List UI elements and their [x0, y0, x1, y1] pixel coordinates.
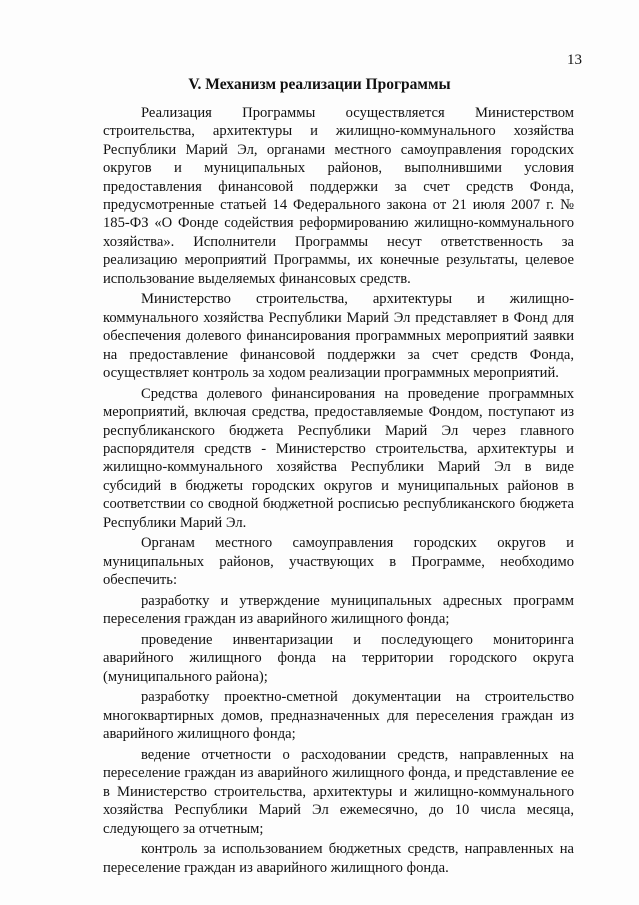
paragraph-cofinancing: Средства долевого финансирования на проведение программных мероприятий, включая средства, предоставляемые Фондом, поступают из республиканского бюджета Республики Марий Эл через главного распорядителя средств - Министерство строительства, архитектуры и жилищно-коммунального хозяйства Республики Марий Эл в виде субсидий в бюджеты городских округов и муниципальных районов в соответствии со сводной бюджетной росписью республиканского бюджета Республики Марий Эл. — [103, 385, 574, 531]
paragraph-local-authorities: Органам местного самоуправления городских округов и муниципальных районов, участвующих в Программе, необходимо обеспечить: — [103, 535, 574, 589]
section-heading: V. Механизм реализации Программы — [188, 76, 451, 93]
paragraph-ministry-applications: Министерство строительства, архитектуры и жилищно-коммунального хозяйства Республики Марий Эл представляет в Фонд для обеспечения долевого финансирования программных мероприятий заявки на предоставление финансовой поддержки за счет средств Фонда, осуществляет контроль за ходом реализации программных мероприятий. — [103, 291, 574, 381]
list-item-inventory: проведение инвентаризации и последующего мониторинга аварийного жилищного фонда на территории городского округа (муниципального района); — [103, 631, 574, 685]
paragraph-implementation: Реализация Программы осуществляется Министерством строительства, архитектуры и жилищно-коммунального хозяйства Республики Марий Эл, органами местного самоуправления городских округов и муниципальных районов, выполнившими условия предоставления финансовой поддержки за счет средств Фонда, предусмотренные статьей 14 Федерального закона от 21 июля 2007 г. № 185-ФЗ «О Фонде содействия реформированию жилищно-коммунального хозяйства». Исполнители Программы несут ответственность за реализацию мероприятий Программы, их конечные результаты, целевое использование выделяемых финансовых средств. — [103, 105, 574, 287]
list-item-reporting: ведение отчетности о расходовании средств, направленных на переселение граждан из аварийного жилищного фонда, и представление ее в Министерство строительства, архитектуры и жилищно-коммунального хозяйства Республики Марий Эл ежемесячно, до 10 числа месяца, следующего за отчетным; — [103, 746, 574, 837]
list-item-control: контроль за использованием бюджетных средств, направленных на переселение граждан из аварийного жилищного фонда. — [103, 841, 574, 876]
section-body — [103, 104, 574, 879]
page-number: 13 — [567, 52, 582, 68]
list-item-programs: разработку и утверждение муниципальных адресных программ переселения граждан из аварийного жилищного фонда; — [103, 592, 574, 628]
list-item-design-documentation: разработку проектно-сметной документации на строительство многоквартирных домов, предназначенных для переселения граждан из аварийного жилищного фонда; — [103, 689, 574, 743]
